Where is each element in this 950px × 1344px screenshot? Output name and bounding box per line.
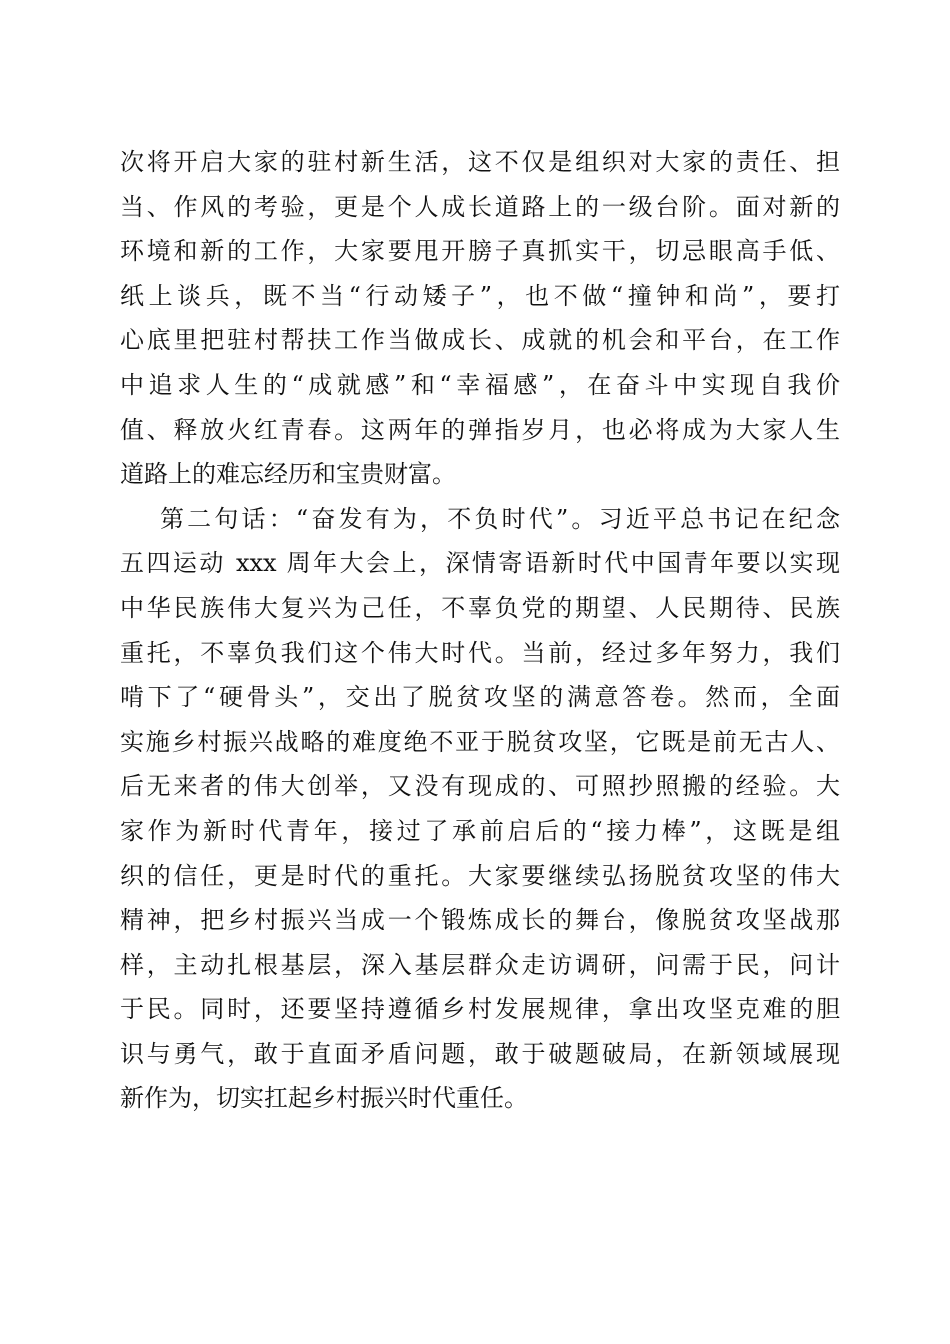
document-body bbox=[120, 140, 840, 1121]
paragraph-line: 五四运动 xxx 周年大会上，深情寄语新时代中国青年要以实现 bbox=[120, 549, 840, 578]
paragraph-line: 于民。同时，还要坚持遵循乡村发展规律，拿出攻坚克难的胆 bbox=[120, 995, 840, 1024]
paragraph-1 bbox=[120, 140, 840, 497]
paragraph-line: 重托，不辜负我们这个伟大时代。当前，经过多年努力，我们 bbox=[120, 638, 840, 667]
paragraph-line: 中华民族伟大复兴为己任，不辜负党的期望、人民期待、民族 bbox=[120, 593, 840, 622]
paragraph-line: 值、释放火红青春。这两年的弹指岁月，也必将成为大家人生 bbox=[120, 415, 840, 444]
paragraph-line: 啃下了“硬骨头”，交出了脱贫攻坚的满意答卷。然而，全面 bbox=[120, 683, 840, 712]
paragraph-line: 环境和新的工作，大家要甩开膀子真抓实干，切忌眼高手低、 bbox=[120, 237, 840, 266]
paragraph-line: 第二句话：“奋发有为，不负时代”。习近平总书记在纪念 bbox=[160, 504, 840, 533]
paragraph-line: 当、作风的考验，更是个人成长道路上的一级台阶。面对新的 bbox=[120, 192, 840, 221]
paragraph-2 bbox=[120, 497, 840, 1121]
paragraph-line: 织的信任，更是时代的重托。大家要继续弘扬脱贫攻坚的伟大 bbox=[120, 861, 840, 890]
paragraph-line: 纸上谈兵，既不当“行动矮子”，也不做“撞钟和尚”，要打 bbox=[120, 281, 840, 310]
paragraph-line: 心底里把驻村帮扶工作当做成长、成就的机会和平台，在工作 bbox=[120, 326, 840, 355]
paragraph-line: 后无来者的伟大创举，又没有现成的、可照抄照搬的经验。大 bbox=[120, 772, 840, 801]
paragraph-line: 家作为新时代青年，接过了承前启后的“接力棒”，这既是组 bbox=[120, 816, 840, 845]
paragraph-line: 新作为，切实扛起乡村振兴时代重任。 bbox=[120, 1084, 528, 1113]
paragraph-line: 精神，把乡村振兴当成一个锻炼成长的舞台，像脱贫攻坚战那 bbox=[120, 906, 840, 935]
paragraph-line: 中追求人生的“成就感”和“幸福感”，在奋斗中实现自我价 bbox=[120, 370, 840, 399]
paragraph-line: 样，主动扎根基层，深入基层群众走访调研，问需于民，问计 bbox=[120, 950, 840, 979]
paragraph-line: 实施乡村振兴战略的难度绝不亚于脱贫攻坚，它既是前无古人、 bbox=[120, 727, 840, 756]
paragraph-line: 识与勇气，敢于直面矛盾问题，敢于破题破局，在新领域展现 bbox=[120, 1039, 840, 1068]
paragraph-line: 次将开启大家的驻村新生活，这不仅是组织对大家的责任、担 bbox=[120, 148, 840, 176]
paragraph-line: 道路上的难忘经历和宝贵财富。 bbox=[120, 460, 456, 489]
